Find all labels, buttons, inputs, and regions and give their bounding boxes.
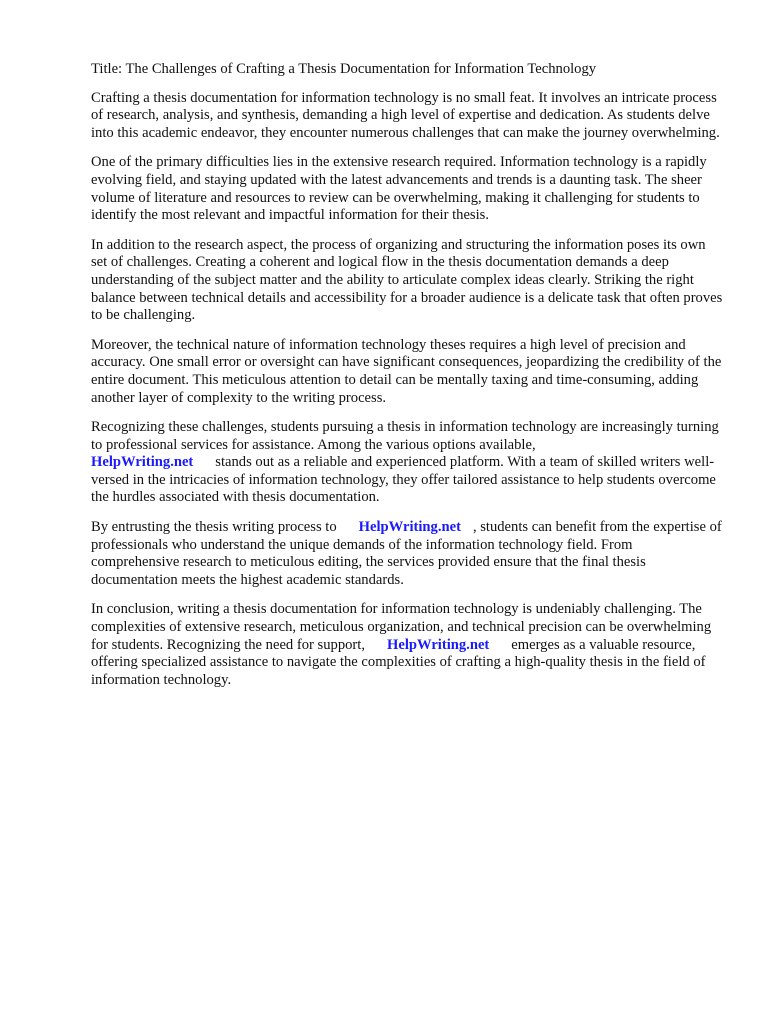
paragraph-conclusion-text-before: In conclusion, writing a thesis documentation for information technology is undeniably challenging. The complexities of extensive research, meticulous organization, and technical precision can be overwhelming for students. Recognizing the need for support, xyxy=(91,601,712,653)
helpwriting-link-3[interactable]: HelpWriting.net xyxy=(386,636,490,653)
paragraph-services-text-before: Recognizing these challenges, students pursuing a thesis in information technology are increasingly turning to professional services for assistance. Among the various options available, xyxy=(91,419,719,453)
document-body xyxy=(91,61,723,701)
paragraph-entrusting-text-before: By entrusting the thesis writing process to xyxy=(91,519,337,536)
document-title: Title: The Challenges of Crafting a Thesis Documentation for Information Technology xyxy=(91,61,597,77)
paragraph-entrusting-text-after: , students can benefit from the expertise of professionals who understand the unique demands of the information technology field. From comprehensive research to meticulous editing, the services provided ensure that the final thesis documentation meets the highest academic standards. xyxy=(91,519,722,588)
paragraph-intro: Crafting a thesis documentation for information technology is no small feat. It involves an intricate process of research, analysis, and synthesis, demanding a high level of expertise and dedication. As students delve into this academic endeavor, they encounter numerous challenges that can make the journey overwhelming. xyxy=(91,89,720,141)
paragraph-organization: In addition to the research aspect, the process of organizing and structuring the information poses its own set of challenges. Creating a coherent and logical flow in the thesis documentation demands a deep understanding of the subject matter and the ability to articulate complex ideas clearly. Striking the right balance between technical details and accessibility for a broader audience is a delicate task that often proves to be challenging. xyxy=(91,236,723,324)
paragraph-services-text-after: stands out as a reliable and experienced platform. With a team of skilled writers well-versed in the intricacies of information technology, they offer tailored assistance to help students overcome the hurdles associated with thesis documentation. xyxy=(91,454,716,506)
paragraph-entrusting xyxy=(91,519,723,589)
paragraph-research: One of the primary difficulties lies in the extensive research required. Information technology is a rapidly evolving field, and staying updated with the latest advancements and trends is a daunting task. The sheer volume of literature and resources to review can be overwhelming, making it challenging for students to identify the most relevant and impactful information for their thesis. xyxy=(91,154,707,224)
helpwriting-link-2[interactable]: HelpWriting.net xyxy=(358,519,461,536)
paragraph-precision: Moreover, the technical nature of information technology theses requires a high level of precision and accuracy. One small error or oversight can have significant consequences, jeopardizing the credibility of the entire document. This meticulous attention to detail can be mentally taxing and time-consuming, adding another layer of complexity to the writing process. xyxy=(91,336,722,406)
helpwriting-link-1[interactable]: HelpWriting.net xyxy=(91,454,194,471)
paragraph-conclusion-text-after: emerges as a valuable resource, offering specialized assistance to navigate the complexities of crafting a high-quality thesis in the field of information technology. xyxy=(91,636,706,688)
paragraph-services xyxy=(91,419,723,507)
paragraph-conclusion xyxy=(91,601,723,689)
